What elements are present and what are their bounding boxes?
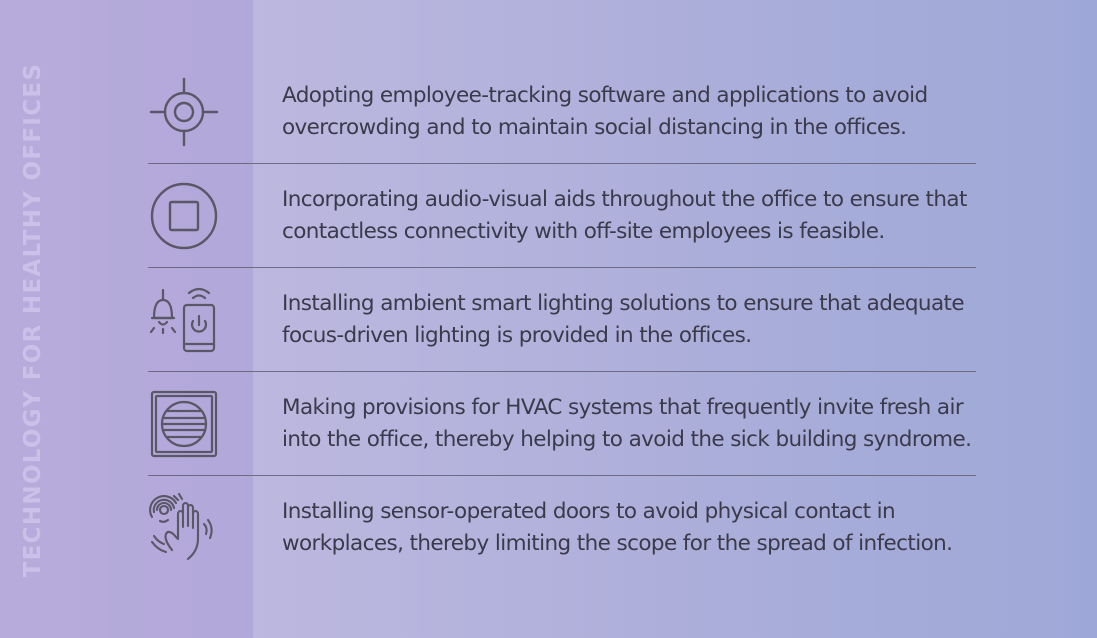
square-button-icon [148,180,220,252]
item-text: Adopting employee-tracking software and applications to avoid overcrowding and to maintain social distancing in the offices. [282,82,928,140]
list-item [148,268,976,372]
item-text: Incorporating audio-visual aids throughout the office to ensure that contactless connectivity with off-site employees is feasible. [282,186,967,244]
crosshair-icon [148,76,220,148]
list-item [148,164,976,268]
vertical-title: TECHNOLOGY FOR HEALTHY OFFICES [20,62,46,578]
item-text: Making provisions for HVAC systems that frequently invite fresh air into the office, thereby helping to avoid the sick building syndrome. [282,394,972,452]
air-vent-icon [148,388,220,460]
hand-sensor-icon [148,492,220,564]
smart-lighting-icon [148,284,220,356]
item-text: Installing sensor-operated doors to avoid physical contact in workplaces, thereby limiting the scope for the spread of infection. [282,498,953,556]
feature-list [148,60,976,579]
list-item [148,476,976,579]
list-item [148,372,976,476]
item-text: Installing ambient smart lighting solutions to ensure that adequate focus-driven lighting is provided in the offices. [282,290,964,348]
list-item [148,60,976,164]
